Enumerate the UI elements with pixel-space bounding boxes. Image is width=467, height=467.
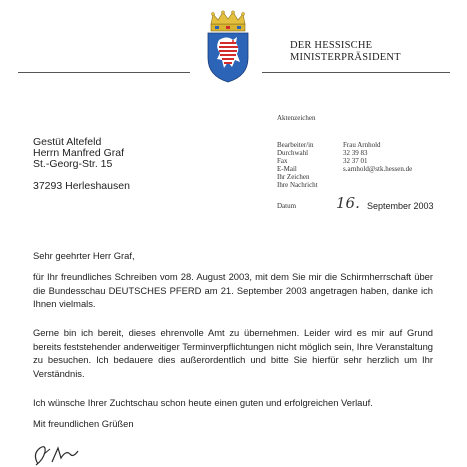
header-rule-right [262, 72, 450, 73]
handwritten-day: 16. [336, 194, 360, 212]
closing: Mit freundlichen Grüßen [33, 418, 134, 429]
reference-label: Ihr Zeichen [277, 173, 310, 181]
header-rule-left [18, 72, 190, 73]
reference-row [277, 181, 412, 189]
reference-label: Bearbeiter/in [277, 141, 314, 149]
paragraph-2: Gerne bin ich bereit, dieses ehrenvolle Amt zu übernehmen. Leider wird es mir auf Grund bereits feststehender anderweitiger Terminverpflichtungen nicht möglich sein, Ihre Veranstaltung zu besuchen. Ich bedauere dies außerordentlich und bitte Sie hierfür sehr herzlich um Ihr Verständnis. [33, 327, 433, 379]
recipient-address [33, 137, 130, 192]
reference-value: 32 39 83 [343, 149, 368, 157]
reference-value: s.arnhold@stk.hessen.de [343, 165, 413, 173]
ministry-line-2: MINISTERPRÄSIDENT [290, 52, 401, 63]
reference-label: Ihre Nachricht [277, 181, 318, 189]
date-month-year: September 2003 [367, 201, 434, 211]
reference-value: 32 37 01 [343, 157, 368, 165]
coat-of-arms-icon [199, 10, 257, 84]
reference-row [277, 149, 412, 157]
reference-row [277, 157, 412, 165]
recipient-line-3: St.-Georg-Str. 15 [33, 158, 113, 170]
aktenzeichen-label: Aktenzeichen [277, 114, 316, 122]
reference-block [277, 141, 412, 189]
recipient-line-2: Herrn Manfred Graf [33, 147, 125, 159]
ministry-line-1: DER HESSISCHE [290, 40, 373, 51]
crown-icon [211, 11, 245, 31]
paragraph-3: Ich wünsche Ihrer Zuchtschau schon heute einen guten und erfolgreichen Verlauf. [33, 397, 373, 408]
reference-label: Fax [277, 157, 288, 165]
recipient-city: 37293 Herleshausen [33, 180, 130, 192]
reference-row [277, 141, 412, 149]
paragraph-1: für Ihr freundliches Schreiben vom 28. August 2003, mit dem Sie mir die Schirmherrschaft über die Bundesschau DEUTSCHES PFERD am 21. September 2003 angetragen haben, danke ich Ihnen vielmals. [33, 271, 433, 309]
datum-label: Datum [277, 202, 297, 210]
reference-value: Frau Arnhold [343, 141, 381, 149]
reference-label: Durchwahl [277, 149, 309, 157]
recipient-line-1: Gestüt Altefeld [33, 136, 102, 148]
salutation: Sehr geehrter Herr Graf, [33, 250, 135, 261]
signature-icon [28, 440, 100, 467]
reference-row [277, 165, 412, 173]
reference-label: E-Mail [277, 165, 297, 173]
ministry-name [290, 40, 401, 64]
reference-row [277, 173, 412, 181]
